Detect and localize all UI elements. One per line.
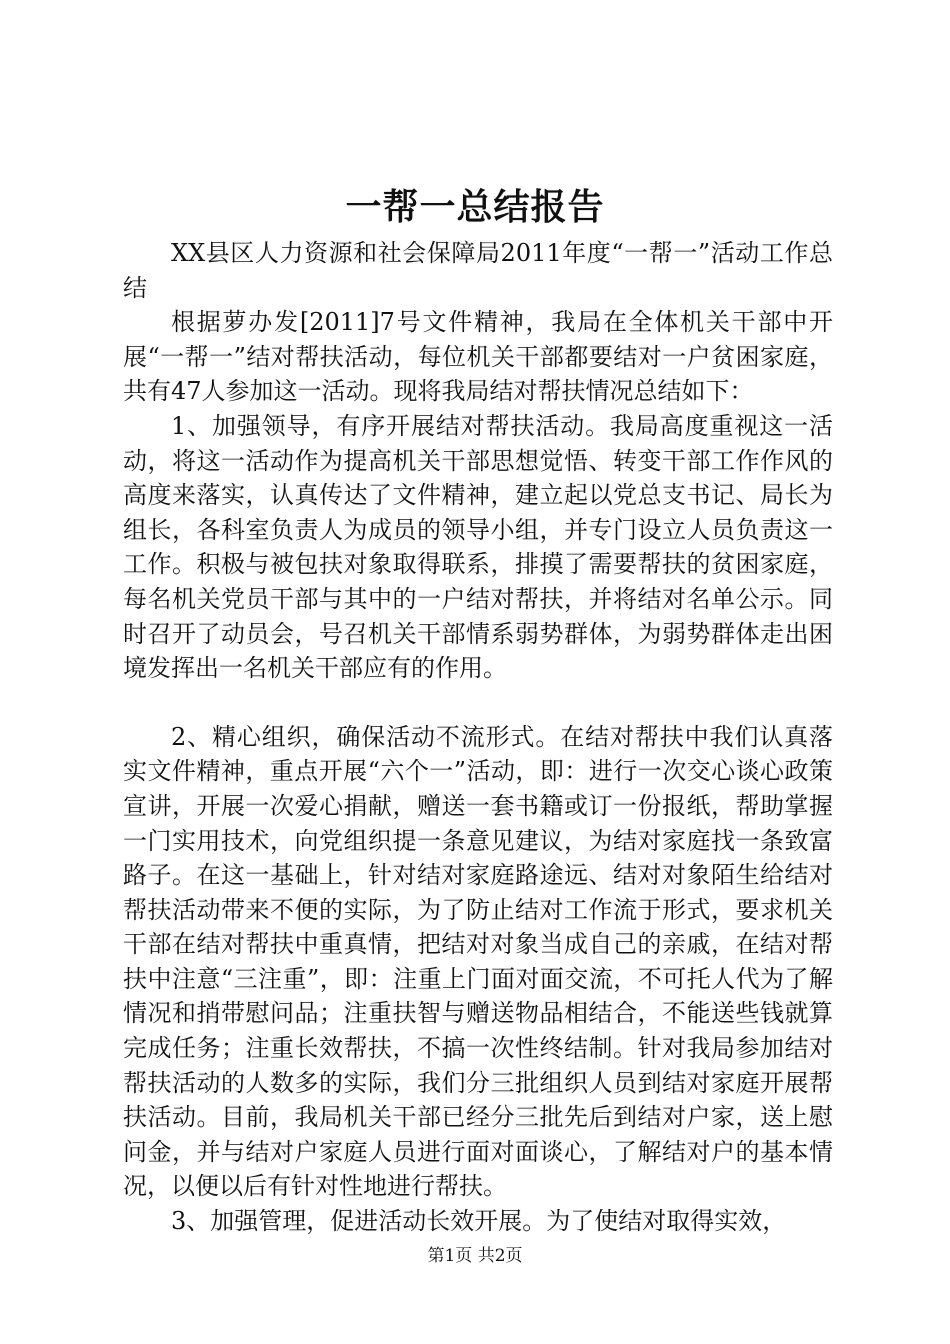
document-title: 一帮一总结报告 [345,186,605,228]
paragraph-subtitle: XX县区人力资源和社会保障局2011年度“一帮一”活动工作总结 [123,239,833,302]
paragraph-section-3: 3、加强管理，促进活动长效开展。为了使结对取得实效， [171,1207,787,1236]
paragraph-intro: 根据萝办发[2011]7号文件精神，我局在全体机关干部中开展“一帮一”结对帮扶活动，每位机关干部都要结对一户贫困家庭，共有47人参加这一活动。现将我局结对帮扶情况总结如下： [123,308,833,406]
paragraph-section-1: 1、加强领导，有序开展结对帮扶活动。我局高度重视这一活动，将这一活动作为提高机关干部思想觉悟、转变干部工作作风的高度来落实，认真传达了文件精神，建立起以党总支书记、局长为组长，各科室负责人为成员的领导小组，并专门设立人员负责这一工作。积极与被包扶对象取得联系，排摸了需要帮扶的贫困家庭，每名机关党员干部与其中的一户结对帮扶，并将结对名单公示。同时召开了动员会，号召机关干部情系弱势群体，为弱势群体走出困境发挥出一名机关干部应有的作用。 [123,411,833,683]
paragraph-section-2: 2、精心组织，确保活动不流形式。在结对帮扶中我们认真落实文件精神，重点开展“六个一”活动，即：进行一次交心谈心政策宣讲，开展一次爱心捐献，赠送一套书籍或订一份报纸，帮助掌握一门实用技术，向党组织提一条意见建议，为结对家庭找一条致富路子。在这一基础上，针对结对家庭路途远、结对对象陌生给结对帮扶活动带来不便的实际，为了防止结对工作流于形式，要求机关干部在结对帮扶中重真情，把结对对象当成自己的亲戚，在结对帮扶中注意“三注重”，即：注重上门面对面交流，不可托人代为了解情况和捎带慰问品；注重扶智与赠送物品相结合，不能送些钱就算完成任务；注重长效帮扶，不搞一次性终结制。针对我局参加结对帮扶活动的人数多的实际，我们分三批组织人员到结对家庭开展帮扶活动。目前，我局机关干部已经分三批先后到结对户家，送上慰问金，并与结对户家庭人员进行面对面谈心，了解结对户的基本情况，以便以后有针对性地进行帮扶。 [123,722,833,1201]
page-number: 第1页 共2页 [427,1246,523,1266]
document-body [123,236,833,1239]
